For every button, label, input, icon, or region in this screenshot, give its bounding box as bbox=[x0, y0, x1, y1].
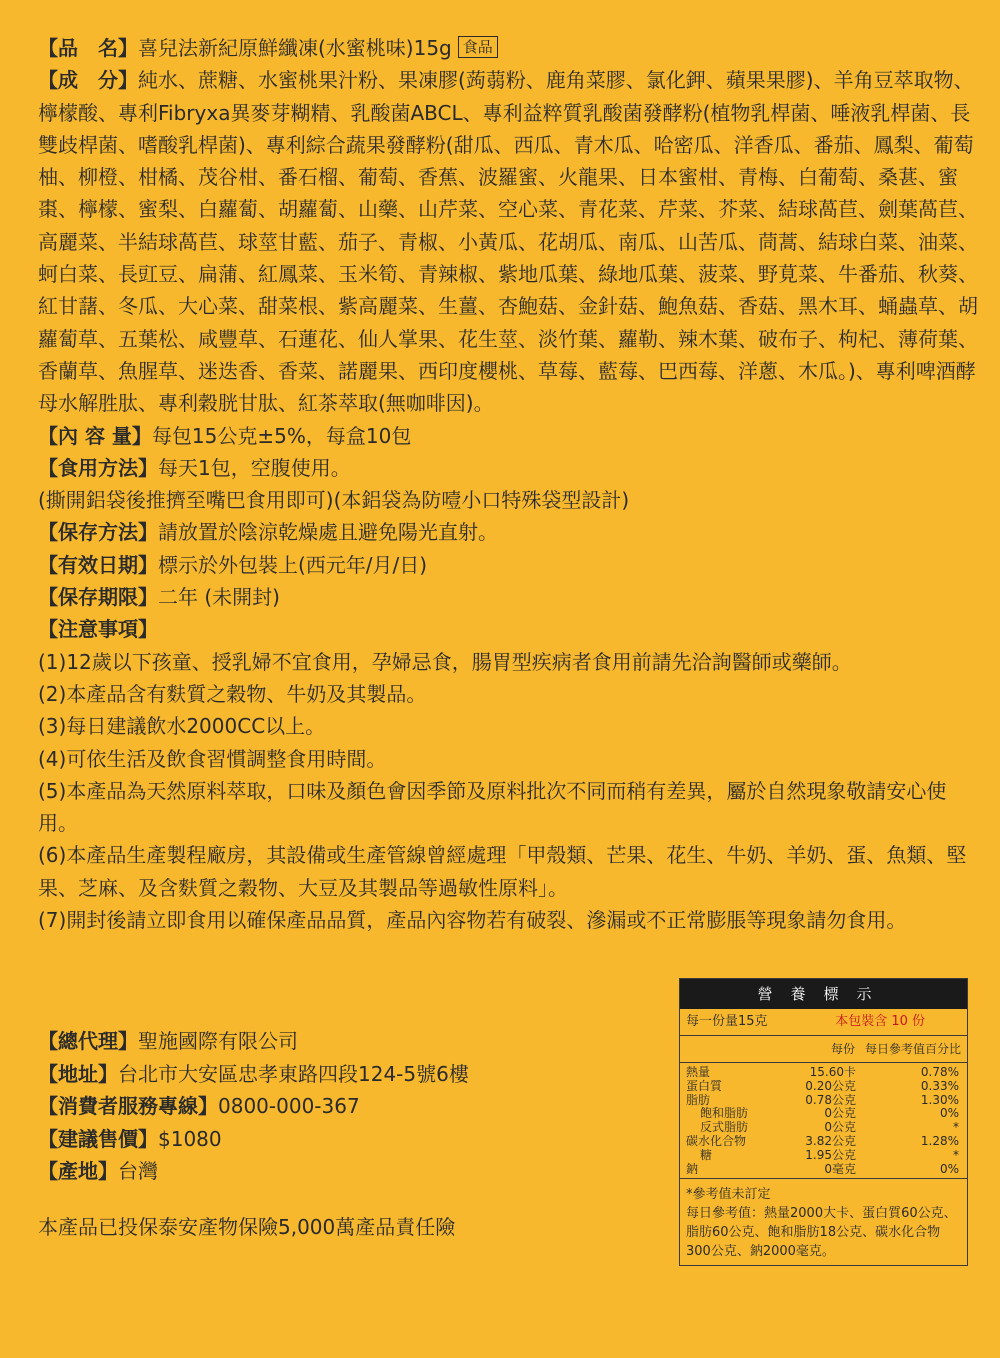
nutrient-value: 0.78公克 bbox=[805, 1092, 856, 1107]
nutrition-body bbox=[680, 1063, 967, 1179]
price-label: 【建議售價】 bbox=[38, 1126, 158, 1151]
nutrient-row bbox=[680, 1135, 967, 1149]
nutrition-serving-row bbox=[680, 1009, 967, 1036]
nutrient-row bbox=[680, 1066, 967, 1080]
product-name-line bbox=[38, 32, 978, 64]
hotline-label: 【消費者服務專線】 bbox=[38, 1094, 218, 1118]
origin-label: 【產地】 bbox=[38, 1159, 118, 1183]
address-line bbox=[38, 1058, 469, 1091]
nutrient-pct: 0% bbox=[939, 1106, 959, 1121]
nutrient-name: 碳水化合物 bbox=[686, 1133, 747, 1148]
content-label: 【內 容 量】 bbox=[38, 423, 152, 448]
nutrient-pct: 0% bbox=[939, 1161, 959, 1176]
nutrient-row bbox=[680, 1121, 967, 1135]
servings-per-pack: 本包裝含 10 份 bbox=[835, 1014, 925, 1029]
nutrient-row bbox=[680, 1080, 967, 1094]
food-badge: 食品 bbox=[458, 36, 498, 58]
nutrient-value: 0.20公克 bbox=[805, 1078, 856, 1093]
agent-text: 聖施國際有限公司 bbox=[138, 1029, 298, 1053]
expiry-text: 標示於外包裝上(西元年/月/日) bbox=[158, 552, 428, 577]
price-text: $1080 bbox=[158, 1126, 222, 1151]
note-item: (7)開封後請立即食用以確保產品品質，產品內容物若有破裂、滲漏或不正常膨脹等現象請勿食用。 bbox=[38, 908, 907, 933]
note-item: (1)12歲以下孩童、授乳婦不宜食用，孕婦忌食，腸胃型疾病者食用前請先洽詢醫師或藥師。 bbox=[38, 649, 852, 674]
note-item: (4)可依生活及飲食習慣調整食用時間。 bbox=[38, 746, 387, 771]
content-text: 每包15公克±5%，每盒10包 bbox=[151, 423, 412, 448]
nutrient-name: 脂肪 bbox=[686, 1092, 711, 1107]
product-name: 喜兒法新紀原鮮纖凍(水蜜桃味)15g bbox=[138, 36, 452, 60]
col-per-serving: 每份 bbox=[830, 1042, 855, 1056]
storage-text: 請放置於陰涼乾燥處且避免陽光直射。 bbox=[158, 520, 498, 545]
nutrient-name: 熱量 bbox=[686, 1065, 711, 1079]
note-item: (2)本產品含有麩質之穀物、牛奶及其製品。 bbox=[38, 681, 427, 706]
note-item: (3)每日建議飲水2000CC以上。 bbox=[38, 714, 326, 739]
note-item: (5)本產品為天然原料萃取，口味及顏色會因季節及原料批次不同而稍有差異，屬於自然現象敬請安心使用。 bbox=[38, 778, 947, 836]
nutrient-value: 0公克 bbox=[824, 1106, 856, 1121]
product-info bbox=[38, 32, 978, 936]
expiry-line bbox=[38, 549, 978, 581]
nutrition-table bbox=[679, 978, 968, 1266]
usage-label: 【食用方法】 bbox=[38, 455, 158, 480]
origin-line bbox=[38, 1155, 469, 1188]
agent-label: 【總代理】 bbox=[38, 1029, 138, 1053]
note-item: (6)本產品生產製程廠房，其設備或生產管線曾經處理「甲殼類、芒果、花生、牛奶、羊奶、蛋、魚類、堅果、芝麻、及含麩質之穀物、大豆及其製品等過敏性原料」。 bbox=[38, 843, 967, 900]
storage-line bbox=[38, 516, 978, 548]
usage-note: (撕開鋁袋後推擠至嘴巴食用即可)(本鋁袋為防噎小口特殊袋型設計) bbox=[38, 488, 630, 513]
serving-size: 每一份量15克 bbox=[686, 1014, 768, 1029]
notes-label: 【注意事項】 bbox=[38, 617, 158, 642]
hotline-text: 0800-000-367 bbox=[218, 1094, 360, 1118]
nutrient-value: 0毫克 bbox=[824, 1161, 856, 1176]
nutrient-pct: 1.30% bbox=[920, 1092, 959, 1107]
company-info bbox=[38, 1025, 469, 1188]
nutrition-header-row bbox=[680, 1036, 967, 1063]
nutrient-name: 飽和脂肪 bbox=[700, 1106, 749, 1121]
nutrient-value: 15.60卡 bbox=[809, 1065, 856, 1079]
ingredients-text: 純水、蔗糖、水蜜桃果汁粉、果凍膠(蒟蒻粉、鹿角菜膠、氯化鉀、蘋果果膠)、羊角豆萃取物、檸檬酸、專利Fibryxa異麥芽糊精、乳酸菌ABCL、專利益粹質乳酸菌發酵粉(植物乳桿菌、唾液乳桿菌、長雙歧桿菌、嗜酸乳桿菌)、專利綜合蔬果發酵粉(甜瓜、西瓜、青木瓜、哈密瓜、洋香瓜、番茄、鳳梨、葡萄柚、柳橙、柑橘、茂谷柑、番石榴、葡萄、香蕉、波羅蜜、火龍果、日本蜜柑、青梅、白葡萄、桑葚、蜜棗、檸檬、蜜梨、白蘿蔔、胡蘿蔔、山藥、山芹菜、空心菜、青花菜、芹菜、芥菜、結球萵苣、劍葉萵苣、高麗菜、半結球萵苣、球莖甘藍、茄子、青椒、小黃瓜、花胡瓜、南瓜、山苦瓜、茼蒿、結球白菜、油菜、蚵白菜、長豇豆、扁蒲、紅鳳菜、玉米筍、青辣椒、紫地瓜葉、綠地瓜葉、菠菜、野莧菜、牛番茄、秋葵、紅甘藷、冬瓜、大心菜、甜菜根、紫高麗菜、生薑、杏鮑菇、金針菇、鮑魚菇、香菇、黑木耳、蛹蟲草、胡蘿蔔草、五葉松、咸豐草、石蓮花、仙人掌果、花生莖、淡竹葉、蘿勒、辣木葉、破布子、枸杞、薄荷葉、香蘭草、魚腥草、迷迭香、香菜、諾麗果、西印度櫻桃、草莓、藍莓、巴西莓、洋蔥、木瓜。)、專利啤酒酵母水解胜肽、專利穀胱甘肽、紅茶萃取(無咖啡因)。 bbox=[38, 68, 978, 416]
expiry-label: 【有效日期】 bbox=[38, 552, 158, 577]
storage-label: 【保存方法】 bbox=[38, 520, 158, 545]
nutrient-pct: 0.33% bbox=[920, 1078, 959, 1093]
usage-text: 每天1包，空腹使用。 bbox=[158, 455, 351, 480]
col-daily-pct: 每日參考值百分比 bbox=[864, 1042, 961, 1056]
nutrient-pct: * bbox=[953, 1147, 959, 1162]
hotline-line bbox=[38, 1090, 469, 1123]
address-label: 【地址】 bbox=[38, 1061, 118, 1086]
insurance-text: 本產品已投保泰安產物保險5,000萬產品責任險 bbox=[38, 1215, 456, 1239]
shelf-line bbox=[38, 581, 978, 613]
ingredients-label: 【成 分】 bbox=[38, 68, 138, 93]
price-line bbox=[38, 1123, 469, 1156]
usage-line bbox=[38, 452, 978, 484]
nutrient-value: 0公克 bbox=[824, 1120, 856, 1135]
nutrient-name: 蛋白質 bbox=[686, 1078, 723, 1093]
nutrition-title: 營養標示 bbox=[680, 979, 967, 1009]
ingredients-line bbox=[38, 64, 978, 419]
nutrient-name: 鈉 bbox=[686, 1161, 699, 1176]
origin-text: 台灣 bbox=[118, 1159, 158, 1183]
address-text: 台北市大安區忠孝東路四段124-5號6樓 bbox=[118, 1061, 469, 1086]
nutrient-row bbox=[680, 1149, 967, 1163]
nutrient-pct: 0.78% bbox=[920, 1065, 959, 1079]
footnote-title: *參考值未訂定 bbox=[686, 1187, 771, 1202]
nutrient-pct: 1.28% bbox=[920, 1133, 959, 1148]
product-name-label: 【品 名】 bbox=[38, 36, 138, 60]
footnote-text: 每日參考值：熱量2000大卡、蛋白質60公克、脂肪60公克、飽和脂肪18公克、碳水化合物300公克、鈉2000毫克。 bbox=[686, 1206, 957, 1259]
nutrient-value: 3.82公克 bbox=[805, 1133, 856, 1148]
nutrient-row bbox=[680, 1163, 967, 1177]
nutrient-value: 1.95公克 bbox=[805, 1147, 856, 1162]
agent-line bbox=[38, 1025, 469, 1058]
nutrient-name: 反式脂肪 bbox=[700, 1120, 749, 1135]
nutrition-footnote bbox=[680, 1179, 967, 1265]
nutrient-name: 糖 bbox=[700, 1147, 713, 1162]
shelf-text: 二年 (未開封) bbox=[158, 585, 280, 610]
shelf-label: 【保存期限】 bbox=[38, 585, 158, 610]
content-line bbox=[38, 420, 978, 452]
nutrient-pct: * bbox=[953, 1120, 959, 1135]
